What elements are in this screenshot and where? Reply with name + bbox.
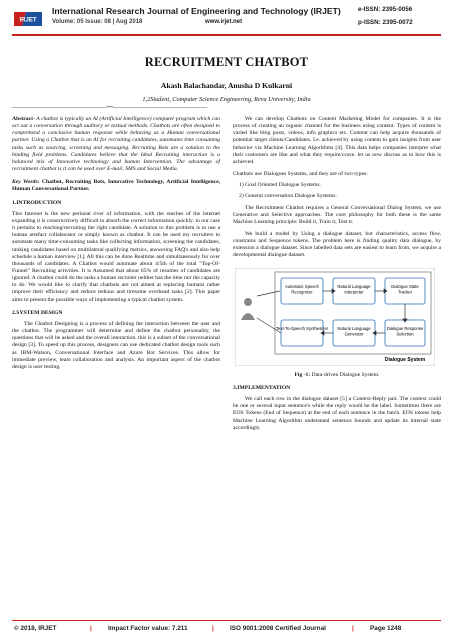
- p-issn: p-ISSN: 2395-0072: [358, 19, 413, 26]
- footer-copyright: © 2018, IRJET: [14, 625, 57, 632]
- header-divider: [12, 34, 441, 36]
- page-header: [0, 0, 453, 34]
- recruitment-chatbot-paragraph: The Recruitment Chatbot requires a General Conversational Dialog System, we use Generative and Selective approaches. The core philosophy for both these is the same Machine Learning principle: Build it, Train it, Test it.: [233, 204, 441, 225]
- keywords: [12, 179, 220, 193]
- svg-text:Text-To-Speech Synthesizer: Text-To-Speech Synthesizer: [275, 325, 329, 331]
- box-nlg: [333, 320, 375, 346]
- abstract: [12, 116, 220, 173]
- abstract-text: A chatbot is typically an AI (Artificial Intelligence) computer program which can act out a conversation through auditory or textual methods. Chatbots are often designed to comprehend a conclusive human response while behaving as a Human conversational partner. Using a Chatbot that is an AI for recruiting candidates, automates time consuming tasks such as sourcing, screening and messaging. Recruiting Bots are a solution to the binding field problems. Candidates believe that the Ideal Recruiting interaction is a balanced mix of Innovative technology and human Intervention. The advantage of recruitment chatbot is it can be used over E-mail, SMS and Social Media.: [12, 116, 220, 173]
- paper-affiliation: 1,2Student, Computer Science Engineering, Reva University, India: [142, 96, 311, 103]
- paper-authors: Akash Balachandar, Anusha D Kulkarni: [160, 81, 293, 90]
- paper-title: RECRUITMENT CHATBOT: [144, 55, 309, 69]
- separator-line: ---------------------------------------------------------------------***---------------------------------------------------------------------: [12, 106, 207, 111]
- box-asr: [281, 278, 323, 304]
- figure-caption: [233, 372, 441, 379]
- box-drs: [385, 320, 425, 346]
- box-dst: [385, 278, 425, 304]
- irjet-logo: [12, 8, 44, 30]
- figure-caption-text: Data-driven Dialogue System.: [310, 371, 380, 378]
- svg-text:Dialogue StateTracker: Dialogue State Tracker: [391, 283, 419, 295]
- intro-paragraph: This Internet is the new perineal river of information, with the reaches of the internet expanding it is constructively difficult to absorb the correct information quickly. in our case it pertains to reaching/recruiting the right candidate. A solution to this problem is to use a human artefact collaborator or simply known as chatbot. It can be used my recruiters to automate many time-consuming tasks like collecting information, screening the candidates, ranking candidates based on multilateral qualifying metrics, answering FAQ's and also help schedule a human interview [1]. All this can be done Realtime and simultaneously for over thousands of candidates. A Chatbot would automate about 4/5th of the total "Top-Of-Funnel" Recruiting activities. It is Assumed that about 65% of resumes of candidates are ignored. A chatbot could do the tasks a human recruiter neither has the time nor the capacity to do. We would like to clarify that chatbots are not aimed at replacing humans rather improve their efficiency and reduce tedious and tiresome overhead tasks [2]. This paper aims to present the possible ways of implementing a typical chatbot system.: [12, 210, 220, 303]
- e-issn: e-ISSN: 2395-0056: [358, 6, 413, 13]
- svg-text:Natural LanguageGenerator: Natural Language Generator: [337, 325, 371, 337]
- volume-issue: Volume: 05 Issue: 08 | Aug 2018: [52, 19, 143, 25]
- system-label: Dialogue System: [384, 356, 426, 363]
- footer-divider: [12, 620, 441, 621]
- logo-text: IRJET: [19, 17, 37, 24]
- footer-page-number: Page 1248: [370, 625, 402, 632]
- journal-name: International Research Journal of Engineering and Technology (IRJET): [52, 6, 341, 16]
- dialogue-system-figure: [235, 268, 435, 366]
- implementation-paragraph: We call each row in the dialogue dataset [5] a Context-Reply pair. The context could be one or several input sentence's while the reply would be the label. Sometimes there are EOS Tokens (End of Sequence) at the end of each sentence in the batch. EOS tokens help Machine Learning Algorithm understand sentence bounds and update its internal state accordingly.: [233, 396, 441, 431]
- keywords-label: Key Words:: [12, 179, 40, 186]
- footer-iso: ISO 9001:2008 Certified Journal: [230, 625, 326, 632]
- box-nli: [333, 278, 375, 304]
- content-marketing-paragraph: We can develop Chatbots on Content Marketing Model for companies. It is the process of creating an organic channel for the business using content. Types of content is varied like blog posts, videos, info graphics etc. Content can help acquire thousands of potential target clients/Candidates. I.e. achieved by using content to gain insights from user behavior via Machine Learning Algorithms [4]. This data helps companies interpret what their customers are like and what they require/crave. let us now discuss as to how this is achieved.: [233, 116, 441, 165]
- figure-caption-label: Fig -1:: [294, 371, 311, 378]
- list-item-general-conversation: 2) General conversation Dialogue Systems.: [239, 193, 337, 200]
- website-link[interactable]: www.irjet.net: [205, 19, 243, 25]
- keywords-text: Chatbot, Recruiting Bots, Innovative Technology, Artificial Intelligence, Human Conversational Partner.: [12, 179, 220, 193]
- design-heading: 2.SYSTEM DESIGN: [12, 309, 63, 316]
- implementation-heading: 3.IMPLEMENTATION: [233, 384, 291, 391]
- abstract-label: Abstract-: [12, 116, 35, 122]
- dialogue-systems-paragraph: Chatbots use Dialogues Systems, and they are of two types:: [233, 170, 368, 177]
- intro-heading: 1.INTRODUCTION: [12, 199, 62, 206]
- list-item-goal-oriented: 1) Goal Oriented Dialogue Systems.: [239, 182, 321, 189]
- svg-text:Dialogue ResponseSelection: Dialogue Response Selection: [386, 325, 424, 337]
- footer-impact-factor: Impact Factor value: 7.211: [108, 625, 188, 632]
- svg-text:Automatic SpeechRecognizer: Automatic Speech Recognizer: [285, 283, 319, 295]
- right-column: [233, 116, 441, 436]
- left-column: [12, 116, 220, 376]
- svg-text:Natural LanguageInterpreter: Natural Language Interpreter: [337, 283, 371, 295]
- design-paragraph: The Chatbot Designing is a process of defining the interaction between the user and the chatbot. The programmer will determine and define the chatbot personality, the questions that will be asked and the overall interaction. this is a subset of the conversational design [3]. To speed up this process, designers can use dedicated chatbot design tools such as IBM-Watson, Conversational Interface and Azure Bot Services. This allow for immediate preview, team collaboration and analysis. An important aspect of the chatbot design is user testing.: [12, 320, 220, 370]
- model-building-paragraph: We build a model by Using a dialogue dataset, bot characteristics, access flow, constrains and Sequence tokens. The problem here is finding quality data dialogue, by extension a dialogue dataset. Since labelled data sets are easiest to learn from, we acquire a developmental dialogue dataset.: [233, 230, 441, 258]
